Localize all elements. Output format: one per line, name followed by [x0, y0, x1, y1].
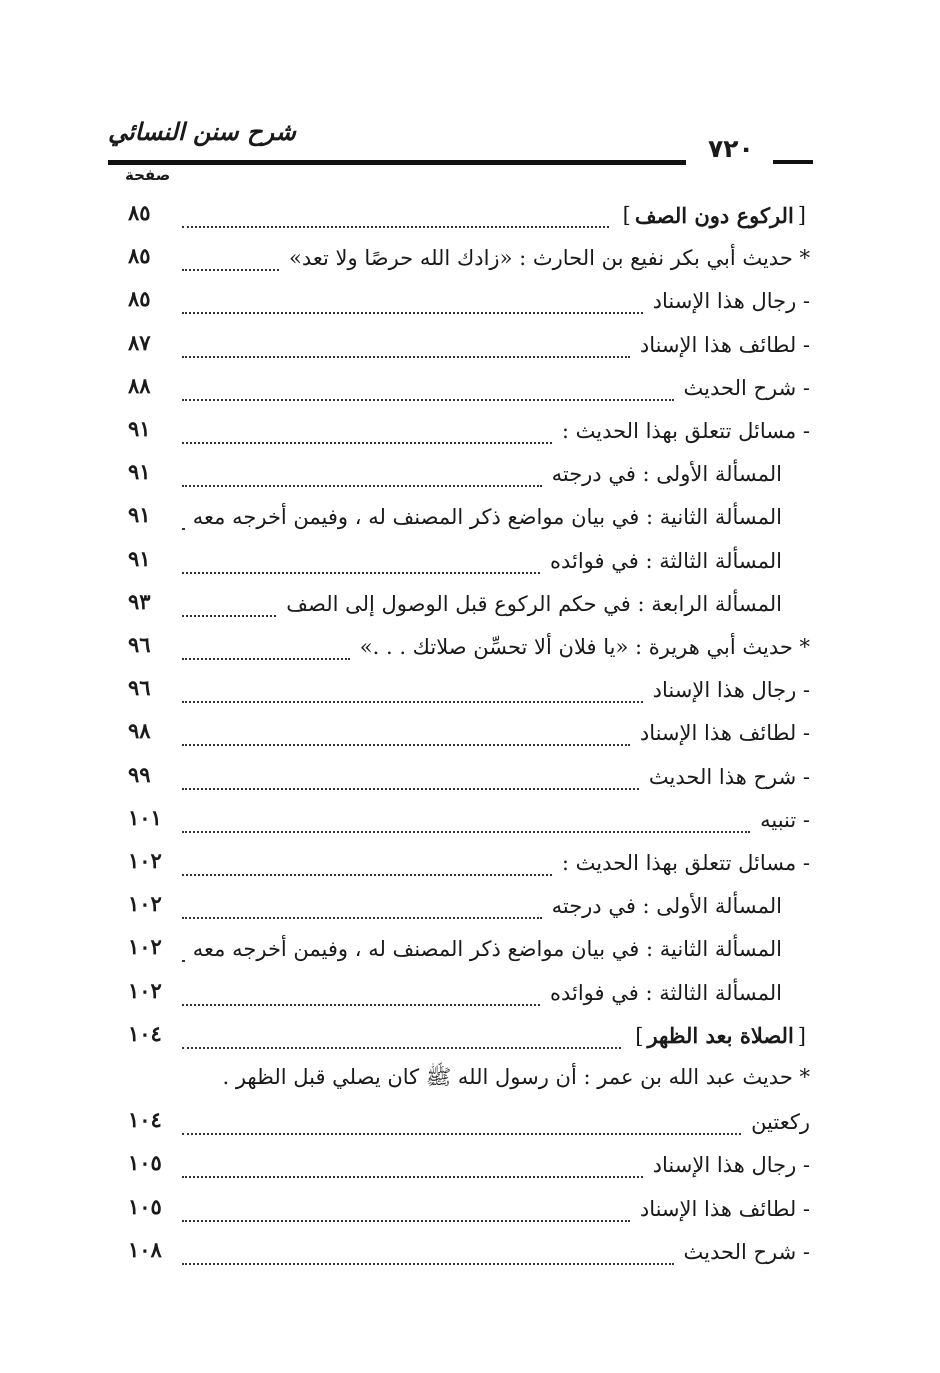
toc-entry-title: - شرح الحديث — [683, 375, 810, 400]
toc-entry — [120, 457, 810, 491]
toc-page-number: ٩١ — [128, 502, 151, 528]
book-title: شرح سنن النسائي — [108, 118, 296, 146]
toc-page-number: ١٠٢ — [128, 891, 162, 917]
leader-dots — [182, 634, 350, 660]
leader-dots — [182, 1152, 643, 1178]
leader-dots — [182, 202, 609, 228]
toc-entry-title: - مسائل تتعلق بهذا الحديث : — [561, 419, 810, 443]
toc-entry — [120, 716, 810, 750]
toc-page-number: ١٠٢ — [128, 934, 162, 960]
toc-entry-title: المسألة الأولى : في درجته — [551, 894, 782, 919]
leader-dots — [182, 720, 630, 746]
toc-entry-title: - رجال هذا الإسناد — [652, 678, 810, 703]
leader-dots — [182, 332, 630, 358]
leader-dots — [182, 1196, 630, 1222]
toc-page-number: ١٠٤ — [128, 1107, 162, 1133]
toc-page-number: ٨٨ — [128, 372, 151, 398]
toc-entry — [120, 932, 810, 966]
toc-entry — [120, 414, 810, 448]
toc-entry — [120, 371, 810, 405]
leader-dots — [182, 288, 643, 314]
leader-dots — [182, 807, 750, 833]
toc-page-number: ١٠٥ — [128, 1150, 162, 1176]
toc-entry — [120, 889, 810, 923]
page-column-label: صفحة — [125, 166, 171, 184]
toc-entry-title: - رجال هذا الإسناد — [652, 289, 810, 314]
toc-entry-title: المسألة الثالثة : في فوائده — [549, 548, 782, 573]
toc-entry — [120, 846, 810, 880]
toc-page-number: ٨٧ — [128, 329, 151, 355]
toc-entry — [120, 803, 810, 837]
heading-text: الركوع دون الصف — [634, 202, 794, 228]
leader-dots — [182, 504, 183, 530]
leader-dots — [182, 764, 639, 790]
toc-entry-title: - مسائل تتعلق بهذا الحديث : — [561, 851, 810, 875]
toc-entry-title: ركعتين — [751, 1110, 810, 1135]
toc-page-number: ٨٥ — [128, 200, 151, 225]
leader-dots — [182, 1239, 674, 1265]
leader-dots — [182, 980, 540, 1006]
leader-dots — [182, 548, 540, 574]
toc-entry — [120, 1235, 810, 1269]
toc-entry-title: المسألة الثانية : في بيان مواضع ذكر المصنف له ، وفيمن أخرجه معه — [192, 937, 782, 962]
toc-page-number: ١٠٤ — [128, 1020, 162, 1046]
leader-dots — [182, 936, 183, 962]
leader-dots — [182, 850, 552, 876]
toc-entry-title: المسألة الرابعة : في حكم الركوع قبل الوصول إلى الصف — [286, 591, 782, 616]
toc-page-number: ٩٩ — [128, 761, 151, 787]
heading-bracket-open: [ — [797, 1023, 806, 1048]
heading-bracket-close: ] — [635, 1023, 644, 1048]
toc-page-number: ٩٦ — [128, 632, 151, 657]
leader-dots — [182, 893, 542, 919]
toc-entry-title: المسألة الثالثة : في فوائده — [549, 980, 782, 1005]
heading-text: الصلاة بعد الظهر — [647, 1023, 794, 1049]
toc-page-number: ٨٥ — [128, 243, 151, 269]
toc-entry — [120, 1019, 810, 1053]
toc-entry — [120, 1062, 810, 1096]
toc-entry-title: - لطائف هذا الإسناد — [639, 332, 810, 357]
toc-page-number: ٩١ — [128, 416, 151, 441]
heading-bracket-open: [ — [797, 203, 806, 227]
toc-entry — [120, 760, 810, 794]
toc-page-number: ٩٨ — [128, 718, 151, 744]
toc-entry — [120, 1105, 810, 1139]
toc-entry-title: - لطائف هذا الإسناد — [639, 1196, 810, 1221]
toc-entry-title: * حديث أبي هريرة : «يا فلان ألا تحسِّن صلاتك . . .» — [359, 635, 810, 659]
leader-dots — [182, 1023, 621, 1049]
toc-page-number: ١٠٢ — [128, 848, 162, 873]
leader-dots — [182, 418, 552, 444]
toc-entry-title: * حديث عبد الله بن عمر : أن رسول الله ﷺ كان يصلي قبل الظهر . — [222, 1064, 810, 1089]
toc-entry-title: * حديث أبي بكر نفيع بن الحارث : «زادك الله حرصًا ولا تعد» — [289, 246, 810, 271]
toc-entry — [120, 1148, 810, 1182]
toc-entry — [120, 500, 810, 534]
leader-dots — [182, 1109, 741, 1135]
toc-section-heading — [631, 1019, 810, 1053]
heading-bracket-close: ] — [622, 203, 631, 227]
toc-entry-title: - رجال هذا الإسناد — [652, 1153, 810, 1178]
toc-entry-title: - شرح هذا الحديث — [648, 764, 810, 789]
leader-dots — [182, 591, 276, 617]
leader-dots — [182, 461, 542, 487]
toc-entry-title: المسألة الأولى : في درجته — [551, 462, 782, 487]
toc-page-number: ٨٥ — [128, 286, 151, 312]
toc-entry — [120, 976, 810, 1010]
toc-entry-title: - لطائف هذا الإسناد — [639, 721, 810, 746]
toc-entry — [120, 544, 810, 578]
toc-entry — [120, 241, 810, 275]
leader-dots — [182, 375, 674, 401]
toc-entry — [120, 587, 810, 621]
page-number: ٧٢٠ — [708, 134, 754, 163]
toc-page-number: ٩٦ — [128, 675, 151, 701]
toc-page-number: ٩١ — [128, 545, 151, 571]
toc-entry — [120, 198, 810, 232]
toc-entry — [120, 328, 810, 362]
toc-page-number: ١٠٥ — [128, 1193, 162, 1219]
leader-dots — [182, 245, 279, 271]
toc-entry — [120, 284, 810, 318]
toc-entry-title: - تنبيه — [760, 807, 810, 832]
toc-page-number: ١٠٨ — [128, 1236, 162, 1262]
toc-page-number: ١٠٢ — [128, 977, 162, 1003]
toc-entry-title: المسألة الثانية : في بيان مواضع ذكر المصنف له ، وفيمن أخرجه معه — [192, 505, 782, 530]
toc-entry — [120, 1192, 810, 1226]
toc-page-number: ٩٣ — [128, 588, 151, 614]
toc-entry — [120, 673, 810, 707]
toc-section-heading — [619, 198, 810, 232]
toc-entry-title: - شرح الحديث — [683, 1239, 810, 1264]
toc-page-number: ١٠١ — [128, 804, 162, 830]
toc-page-number: ٩١ — [128, 459, 151, 485]
toc-entry — [120, 630, 810, 664]
leader-dots — [182, 677, 643, 703]
